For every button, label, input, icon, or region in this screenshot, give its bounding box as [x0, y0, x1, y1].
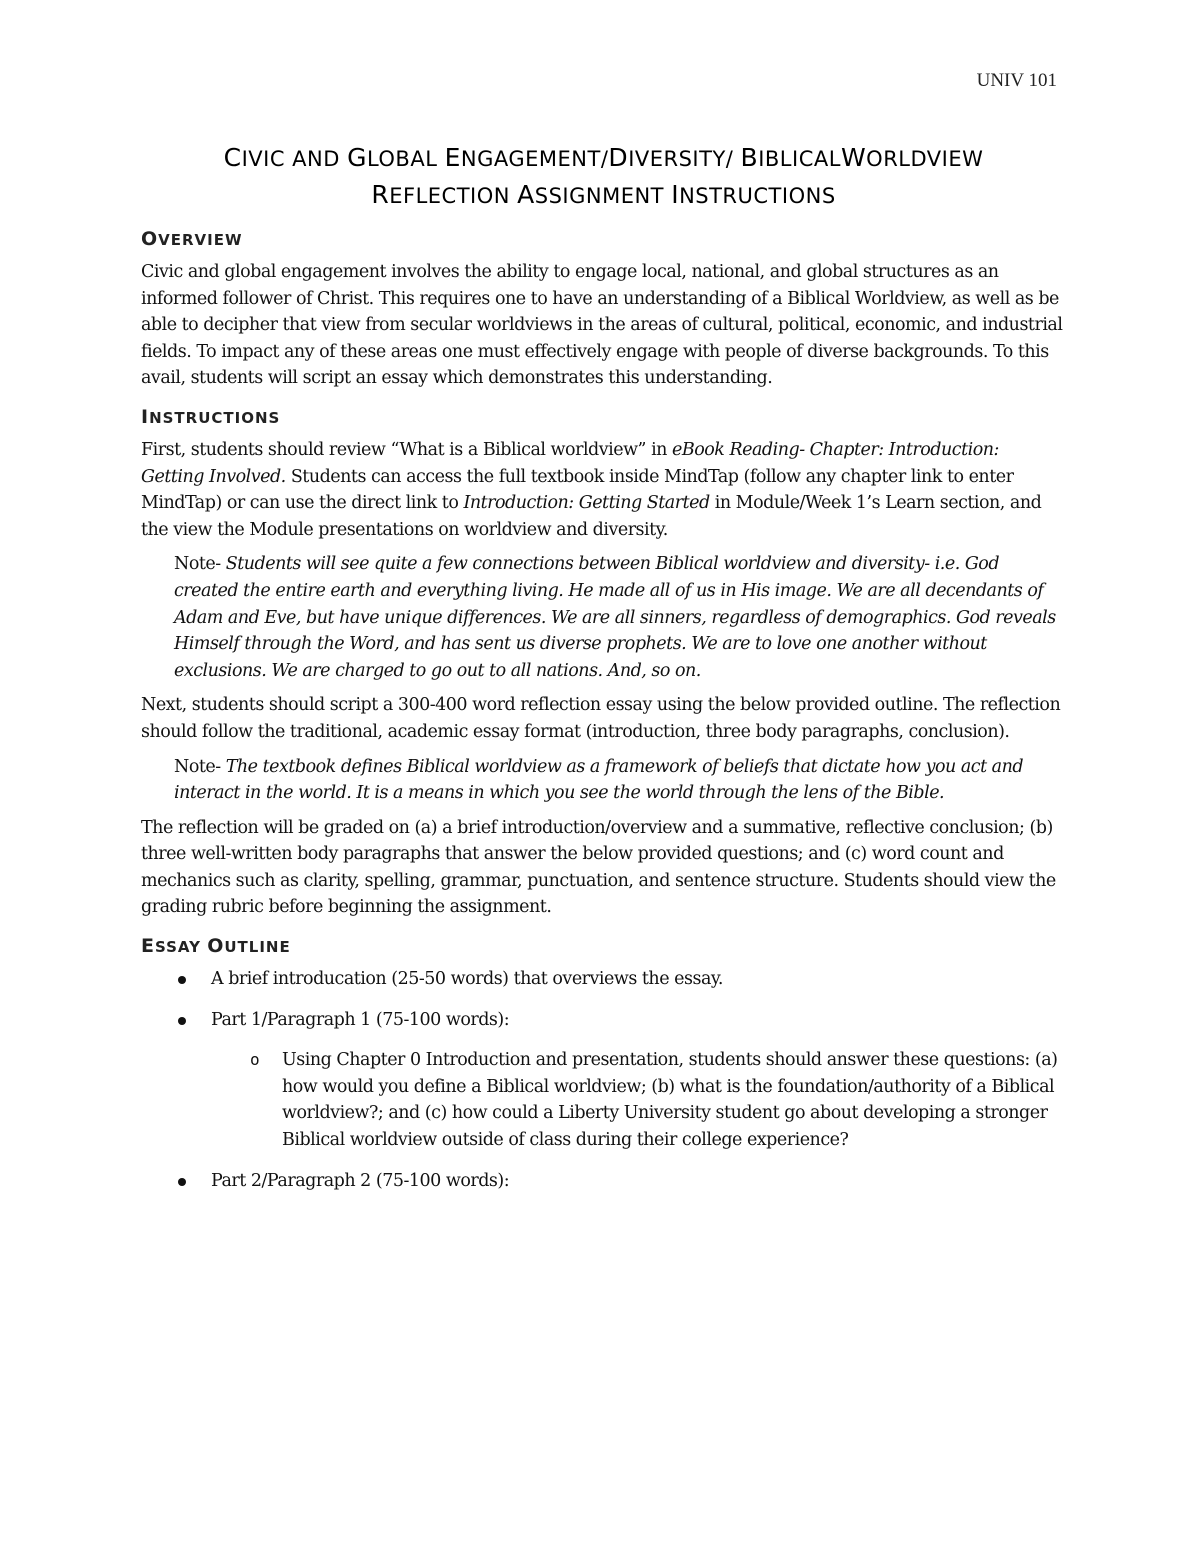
list-item: Part 1/Paragraph 1 (75-100 words): o Using Chapter 0 Introduction and presentation, students should answer these questions: (a) how would you define a Biblical worldview; (b) what is the foundation/authority of a Biblical worldview?; and (c) how could a Liberty University student go about developing a stronger Biblical worldview outside of class during their college experience? — [141, 1007, 1066, 1154]
essay-outline-heading: ESSAY OUTLINE — [141, 935, 291, 958]
list-item: A brief introducation (25-50 words) that overviews the essay. — [141, 966, 1066, 993]
document-body — [141, 140, 1066, 1208]
sub-list-item: o Using Chapter 0 Introduction and presentation, students should answer these questions: (a) how would you define a Biblical worldview; (b) what is the foundation/authority of a Biblical worldview?; and (c) how could a Liberty University student go about developing a stronger Biblical worldview outside of class during their college experience? — [211, 1047, 1066, 1153]
list-item: Part 2/Paragraph 2 (75-100 words): — [141, 1168, 1066, 1195]
instructions-paragraph-3: The reflection will be graded on (a) a brief introduction/overview and a summative, reflective conclusion; (b) three well-written body paragraphs that answer the below provided questions; and (c) word count and mechanics such as clarity, spelling, grammar, punctuation, and sentence structure. Students should view the grading rubric before beginning the assignment. — [141, 817, 1056, 918]
instructions-heading: INSTRUCTIONS — [141, 405, 281, 428]
document-title — [141, 140, 1066, 214]
title-line-2: REFLECTION ASSIGNMENT INSTRUCTIONS — [371, 180, 836, 209]
page-header-course: UNIV 101 — [976, 70, 1057, 91]
note-biblical-diversity: Note- Students will see quite a few connections between Biblical worldview and diversity- i.e. God created the entire earth and everything living. He made all of us in His image. We are all decendants of Adam and Eve, but have unique differences. We are all sinners, regardless of demographics. God reveals Himself through the Word, and has sent us diverse prophets. We are to love one another without exclusions. We are charged to go out to all nations. And, so on. — [174, 554, 1056, 681]
essay-outline-list — [141, 966, 1066, 1194]
overview-paragraph: Civic and global engagement involves the ability to engage local, national, and global structures as an informed follower of Christ. This requires one to have an understanding of a Biblical Worldview, as well as be able to decipher that view from secular worldviews in the areas of cultural, political, economic, and industrial fields. To impact any of these areas one must effectively engage with people of diverse backgrounds. To this avail, students will script an essay which demonstrates this understanding. — [141, 262, 1063, 389]
note-textbook-definition: Note- The textbook defines Biblical worldview as a framework of beliefs that dictate how you act and interact in the world. It is a means in which you see the world through the lens of the Bible. — [174, 756, 1024, 804]
instructions-paragraph-2: Next, students should script a 300-400 word reflection essay using the below provided outline. The reflection should follow the traditional, academic essay format (introduction, three body paragraphs, conclusion). — [141, 695, 1061, 742]
overview-heading: OVERVIEW — [141, 228, 243, 250]
sub-list — [211, 1047, 1066, 1153]
title-line-1: CIVIC AND GLOBAL ENGAGEMENT/DIVERSITY/ BIBLICALWORLDVIEW — [223, 143, 984, 172]
instructions-paragraph-1: First, students should review “What is a Biblical worldview” in eBook Reading- Chapter: Introduction: Getting Involved. Students can access the full textbook inside MindTap (follow any chapter link to enter MindTap) or can use the direct link to Introduction: Getting Started in Module/Week 1’s Learn section, and the view the Module presentations on worldview and diversity. — [141, 439, 1042, 540]
